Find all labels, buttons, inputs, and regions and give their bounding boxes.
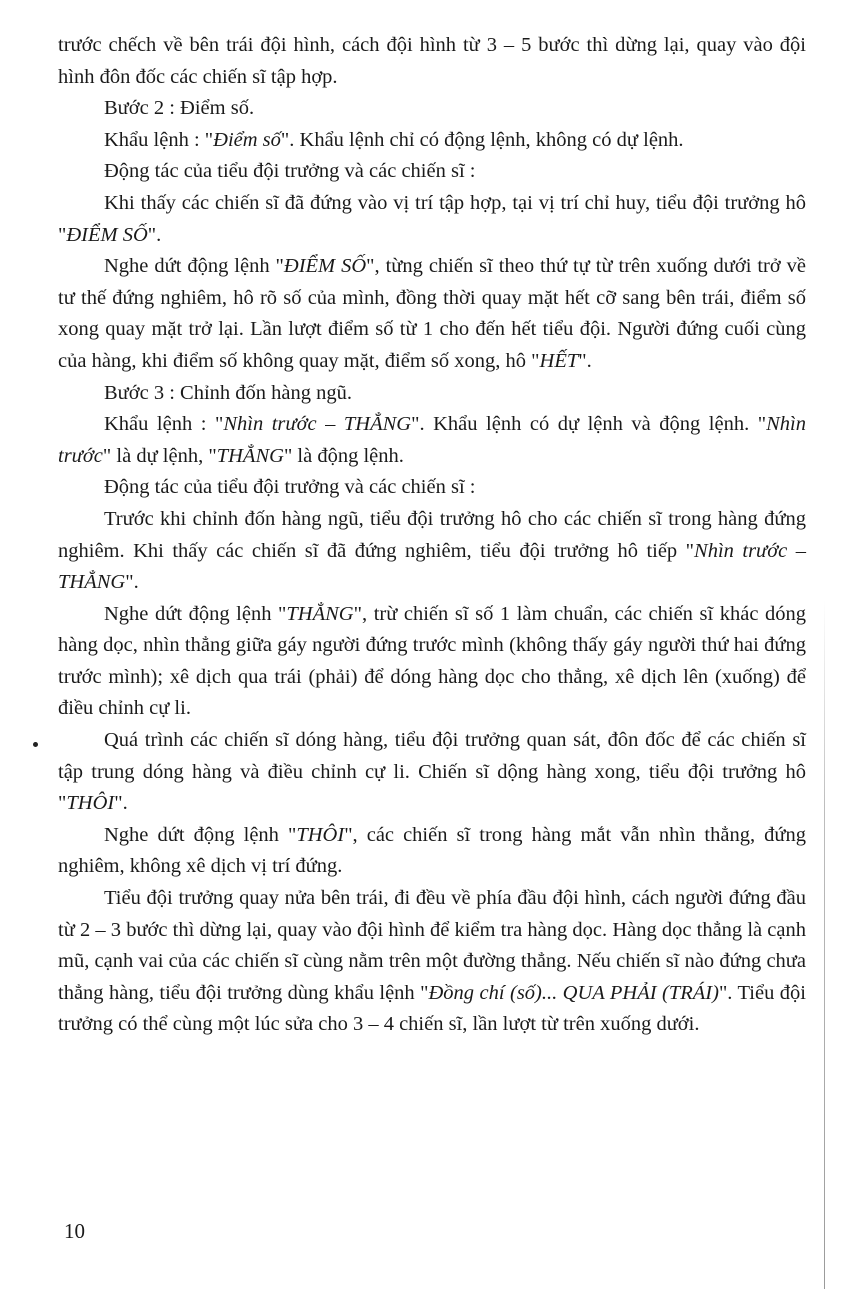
paragraph <box>58 156 806 188</box>
text-run: Động tác của tiểu đội trưởng và các chiến sĩ : <box>104 476 476 499</box>
paragraph <box>58 725 806 820</box>
paragraph <box>58 378 806 410</box>
text-run: Bước 2 : Điểm số. <box>104 97 255 120</box>
command-text: THẲNG <box>286 602 354 625</box>
text-run: ". <box>578 349 592 372</box>
text-run: ", trừ chiến sĩ số 1 làm chuẩn, các chiến sĩ khác dóng hàng dọc, nhìn thẳng giữa gáy người đứng trước mình (không thấy gáy người thứ hai đứng trước mình); xê dịch qua trái (phải) để dóng hàng dọc cho thẳng, xê dịch lên (xuống) để điều chỉnh cự li. <box>58 602 807 720</box>
text-run: ". <box>147 223 162 246</box>
text-run: Bước 3 : Chỉnh đốn hàng ngũ. <box>104 381 353 404</box>
text-run: Quá trình các chiến sĩ dóng hàng, tiểu đội trưởng quan sát, đôn đốc để các chiến sĩ tập trung dóng hàng và điều chỉnh cự li. Chiến sĩ dộng hàng xong, tiểu đội trưởng hô " <box>58 729 806 815</box>
paragraph <box>58 93 806 125</box>
scan-speck <box>33 742 38 747</box>
text-run: Nghe dứt động lệnh " <box>104 602 287 625</box>
text-run: Khẩu lệnh : " <box>104 128 214 151</box>
command-text: ĐIỂM SỐ <box>283 255 367 278</box>
text-run: Trước khi chỉnh đốn hàng ngũ, tiểu đội trưởng hô cho các chiến sĩ trong hàng đứng nghiêm. Khi thấy các chiến sĩ đã đứng nghiêm, tiểu đội trưởng hô tiếp " <box>58 507 806 562</box>
text-run: Động tác của tiểu đội trưởng và các chiến sĩ : <box>104 160 476 183</box>
text-run: " là động lệnh. <box>283 444 404 467</box>
text-run: Nghe dứt động lệnh " <box>104 823 297 846</box>
paragraph <box>58 409 806 472</box>
text-run: trước chếch về bên trái đội hình, cách đội hình từ 3 – 5 bước thì dừng lại, quay vào đội hình đôn đốc các chiến sĩ tập hợp. <box>58 34 806 88</box>
text-run: Khẩu lệnh : " <box>104 413 224 436</box>
text-run: ". Khẩu lệnh chỉ có động lệnh, không có dự lệnh. <box>280 128 684 151</box>
text-run: Nghe dứt động lệnh " <box>104 255 284 278</box>
text-run: Khi thấy các chiến sĩ đã đứng vào vị trí tập hợp, tại vị trí chỉ huy, tiểu đội trưởng hô " <box>58 191 806 246</box>
paragraph <box>58 472 806 504</box>
paragraph <box>58 504 806 599</box>
text-run: ". Khẩu lệnh có dự lệnh và động lệnh. " <box>411 413 767 436</box>
command-text: Điểm số <box>213 128 281 151</box>
text-run: ". <box>125 571 139 594</box>
paragraph <box>58 599 806 725</box>
text-run: Tiểu đội trưởng quay nửa bên trái, đi đều về phía đầu đội hình, cách người đứng đầu từ 2 – 3 bước thì dừng lại, quay vào đội hình để kiểm tra hàng dọc. Hàng dọc thẳng là cạnh mũ, cạnh vai của các chiến sĩ cùng nằm trên một đường thẳng. Nếu chiến sĩ nào đứng chưa thẳng hàng, tiểu đội trưởng dùng khẩu lệnh " <box>58 887 806 1004</box>
paragraph <box>58 30 806 93</box>
command-text: ĐIỂM SỐ <box>66 223 148 246</box>
text-run: ", các chiến sĩ trong hàng mắt vẫn nhìn thẳng, đứng nghiêm, không xê dịch vị trí đứng. <box>58 823 807 878</box>
command-text: Nhìn trước – THẲNG <box>223 413 412 436</box>
command-text: HẾT <box>539 349 579 372</box>
command-text: Nhìn trước – THẲNG <box>58 539 806 594</box>
page-body <box>58 30 806 1041</box>
paragraph <box>58 251 806 377</box>
text-run: " là dự lệnh, " <box>102 444 217 467</box>
command-text: Đồng chí (số)... QUA PHẢI (TRÁI) <box>428 981 719 1004</box>
paragraph <box>58 188 806 251</box>
page-number: 10 <box>64 1219 85 1243</box>
command-text: Nhìn trước <box>58 413 806 467</box>
command-text: THÔI <box>66 792 115 815</box>
paragraph <box>58 820 806 883</box>
text-run: ", từng chiến sĩ theo thứ tự từ trên xuống dưới trở về tư thế đứng nghiêm, hô rõ số của mình, đồng thời quay mặt hết cỡ sang bên trái, điểm số xong quay mặt trở lại. Lần lượt điểm số từ 1 cho đến hết tiểu đội. Người đứng cuối cùng của hàng, khi điểm số không quay mặt, điểm số xong, hô " <box>58 255 807 372</box>
command-text: THẲNG <box>216 444 284 467</box>
command-text: THÔI <box>296 823 345 846</box>
scan-edge-line <box>824 600 825 1289</box>
text-run: ". Tiểu đội trưởng có thể cùng một lúc sửa cho 3 – 4 chiến sĩ, lần lượt từ trên xuống dưới. <box>58 981 806 1036</box>
paragraph <box>58 883 806 1041</box>
text-run: ". <box>114 792 128 815</box>
paragraph <box>58 125 806 157</box>
